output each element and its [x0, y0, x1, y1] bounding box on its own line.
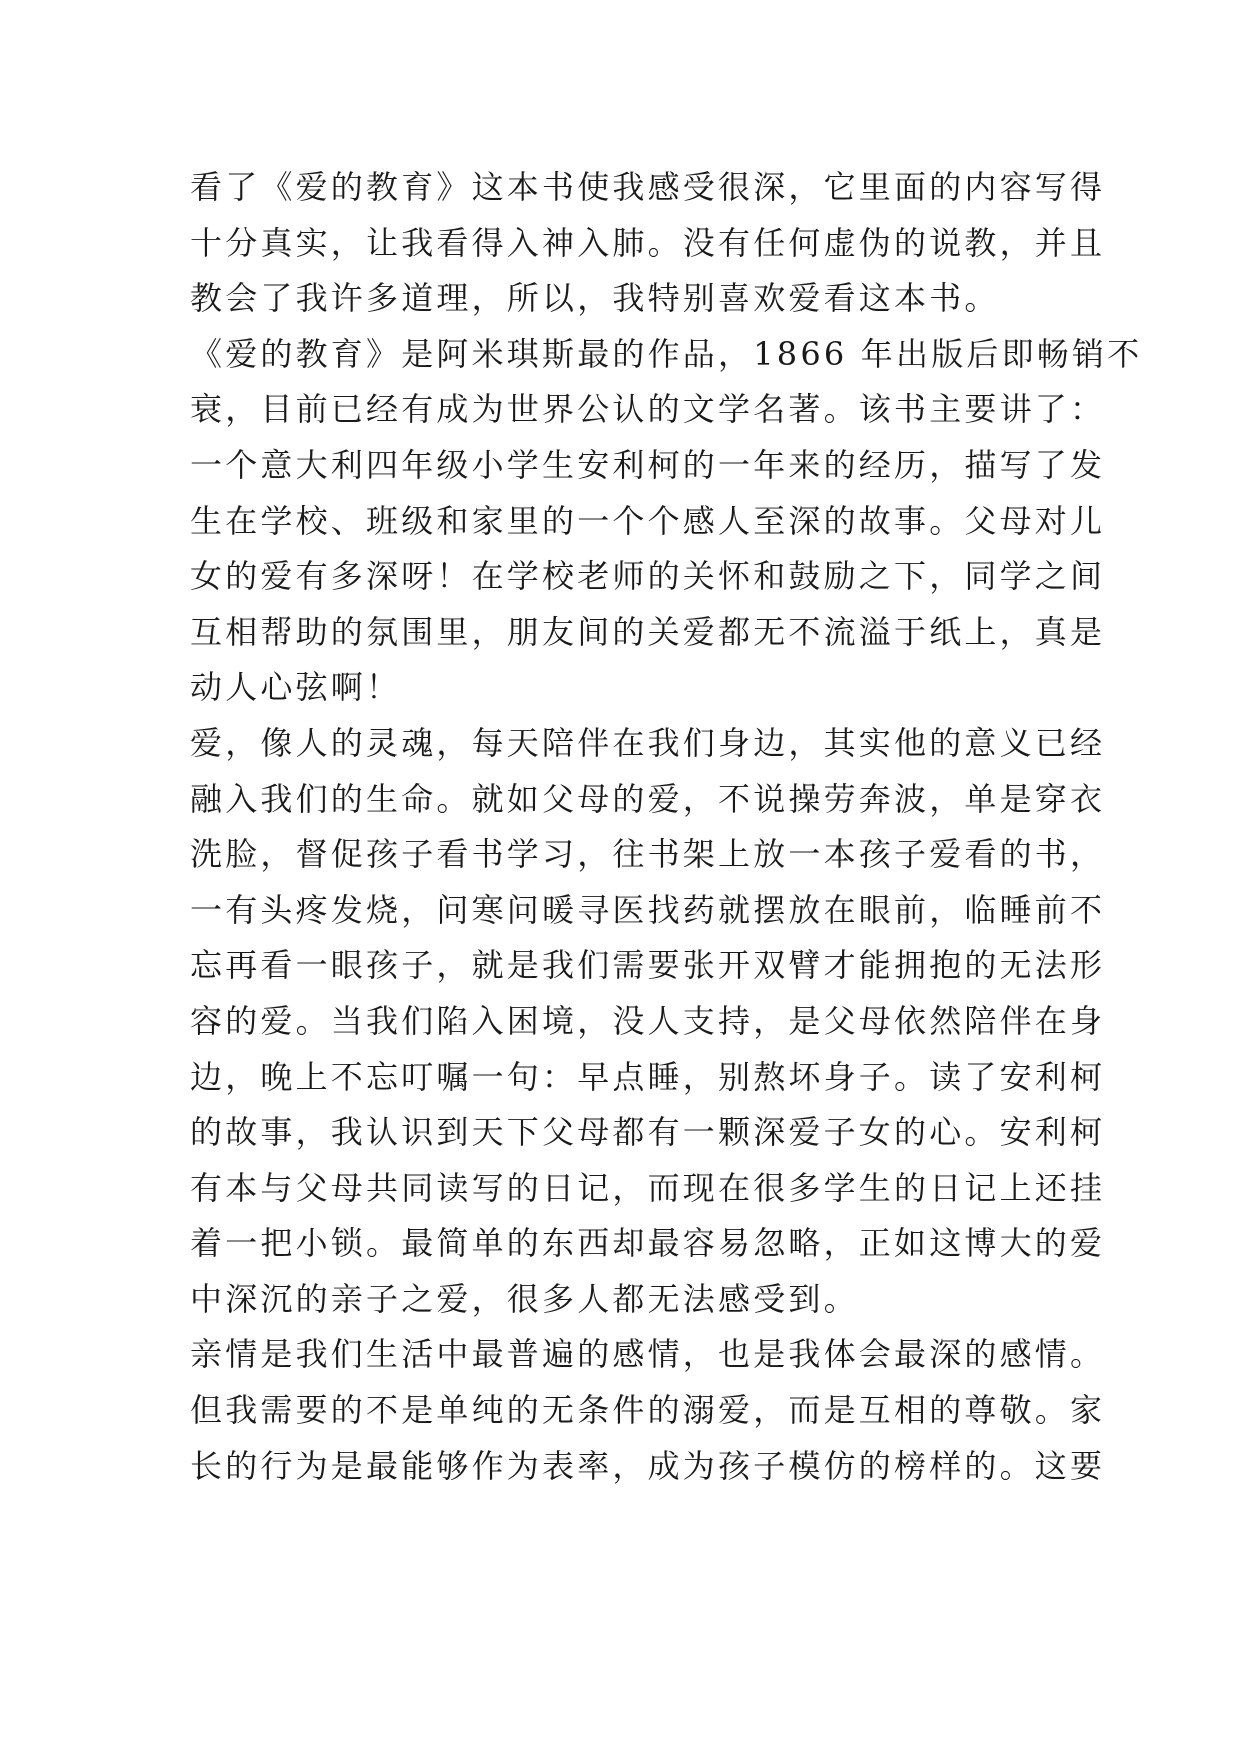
- text-line: 边，晚上不忘叮嘱一句：早点睡，别熬坏身子。读了安利柯: [190, 1057, 1106, 1096]
- text-line: 教会了我许多道理，所以，我特别喜欢爱看这本书。: [190, 279, 1000, 318]
- text-line: 互相帮助的氛围里，朋友间的关爱都无不流溢于纸上，真是: [190, 612, 1106, 651]
- text-line: 但我需要的不是单纯的无条件的溺爱，而是互相的尊敬。家: [190, 1391, 1106, 1430]
- text-line: 生在学校、班级和家里的一个个感人至深的故事。父母对儿: [190, 501, 1106, 540]
- text-line: 十分真实，让我看得入神入肺。没有任何虚伪的说教，并且: [190, 223, 1106, 262]
- text-line: 一个意大利四年级小学生安利柯的一年来的经历，描写了发: [190, 445, 1106, 484]
- text-line: 亲情是我们生活中最普遍的感情，也是我体会最深的感情。: [190, 1335, 1106, 1374]
- body-text: [190, 160, 1143, 1494]
- text-line: 忘再看一眼孩子，就是我们需要张开双臂才能拥抱的无法形: [190, 946, 1106, 985]
- text-line: 衰，目前已经有成为世界公认的文学名著。该书主要讲了：: [190, 390, 1106, 429]
- text-line: 爱，像人的灵魂，每天陪伴在我们身边，其实他的意义已经: [190, 723, 1106, 762]
- text-line: 着一把小锁。最简单的东西却最容易忽略，正如这博大的爱: [190, 1224, 1106, 1263]
- text-line: 看了《爱的教育》这本书使我感受很深，它里面的内容写得: [190, 168, 1106, 206]
- text-line: 中深沉的亲子之爱，很多人都无法感受到。: [190, 1279, 859, 1318]
- text-line: 长的行为是最能够作为表率，成为孩子模仿的榜样的。这要: [190, 1446, 1106, 1485]
- text-line: 容的爱。当我们陷入困境，没人支持，是父母依然陪伴在身: [190, 1001, 1106, 1040]
- text-line: 一有头疼发烧，问寒问暖寻医找药就摆放在眼前，临睡前不: [190, 890, 1106, 929]
- text-line: 有本与父母共同读写的日记，而现在很多学生的日记上还挂: [190, 1168, 1106, 1207]
- text-line: 《爱的教育》是阿米琪斯最的作品，1866 年出版后即畅销不: [190, 334, 1143, 373]
- text-line: 的故事，我认识到天下父母都有一颗深爱子女的心。安利柯: [190, 1113, 1106, 1152]
- text-line: 女的爱有多深呀！在学校老师的关怀和鼓励之下，同学之间: [190, 557, 1106, 596]
- text-line: 动人心弦啊！: [190, 668, 402, 707]
- text-line: 融入我们的生命。就如父母的爱，不说操劳奔波，单是穿衣: [190, 779, 1106, 818]
- text-line: 洗脸，督促孩子看书学习，往书架上放一本孩子爱看的书，: [190, 835, 1106, 874]
